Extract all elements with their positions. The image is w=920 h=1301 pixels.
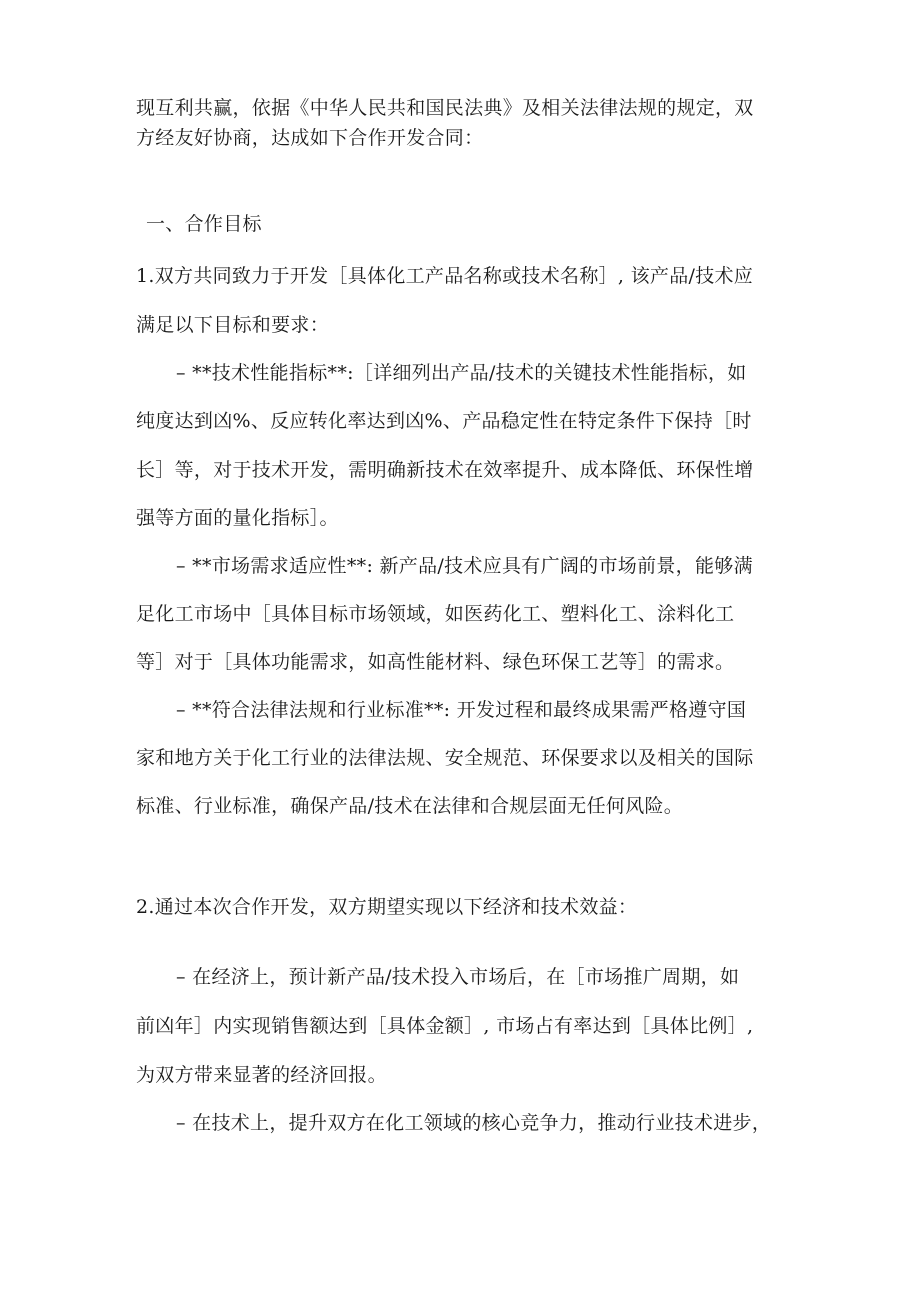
text-line: – 在经济上，预计新产品/技术投入市场后，在［市场推广周期，如 <box>176 966 740 988</box>
text-line: 纯度达到凶%、反应转化率达到凶%、产品稳定性在特定条件下保持［时 <box>136 410 752 432</box>
text-line: – **市场需求适应性**: 新产品/技术应具有广阔的市场前景，能够满 <box>176 555 753 577</box>
text-line: 满足以下目标和要求： <box>136 314 330 336</box>
text-line: 等］对于［具体功能需求，如高性能材料、绿色环保工艺等］的需求。 <box>136 651 735 673</box>
text-line: 现互利共赢，依据《中华人民共和国民法典》及相关法律法规的规定，双 <box>136 97 754 119</box>
text-line: 1.双方共同致力于开发［具体化工产品名称或技术名称］, 该产品/技术应 <box>136 265 754 287</box>
text-line: 2.通过本次合作开发，双方期望实现以下经济和技术效益： <box>136 896 638 918</box>
text-line: – **符合法律法规和行业标准**: 开发过程和最终成果需严格遵守国 <box>176 699 747 721</box>
text-line: 方经友好协商，达成如下合作开发合同： <box>136 127 484 149</box>
section-heading: 一、合作目标 <box>146 213 262 235</box>
text-line: 足化工市场中［具体目标市场领域，如医药化工、塑料化工、涂料化工 <box>136 603 735 625</box>
text-line: 家和地方关于化工行业的法律法规、安全规范、环保要求以及相关的国际 <box>136 747 754 769</box>
text-line: 标准、行业标准，确保产品/技术在法律和合规层面无任何风险。 <box>136 795 684 817</box>
text-line: 长］等，对于技术开发，需明确新技术在效率提升、成本降低、环保性增 <box>136 459 754 481</box>
text-line: 为双方带来显著的经济回报。 <box>136 1064 387 1086</box>
text-line: 前凶年］内实现销售额达到［具体金额］, 市场占有率达到［具体比例］, <box>136 1015 754 1037</box>
text-line: – 在技术上，提升双方在化工领域的核心竞争力，推动行业技术进步， <box>176 1112 772 1134</box>
text-line: 强等方面的量化指标］。 <box>136 507 339 529</box>
text-line: – **技术性能指标**:［详细列出产品/技术的关键技术性能指标，如 <box>176 362 747 384</box>
